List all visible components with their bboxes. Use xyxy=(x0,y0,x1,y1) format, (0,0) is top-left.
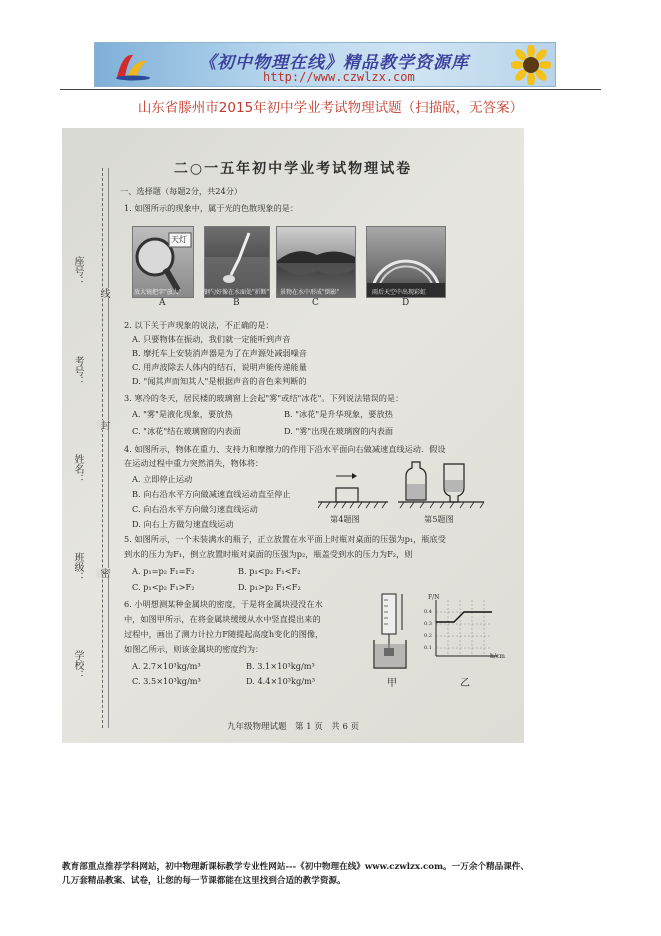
exam-number-label: 考号： xyxy=(72,356,83,386)
q1-letter-d: D xyxy=(402,298,410,308)
graph-ytick-0: 0.4 xyxy=(424,609,432,615)
q4-option-b: B. 向右沿水平方向做减速直线运动直至停止 xyxy=(132,489,291,499)
exam-title: 二○一五年初中学业考试物理试卷 xyxy=(173,161,413,177)
question-6-line-3: 过程中，画出了测力计拉力F随提起高度h变化的图像， xyxy=(124,629,324,639)
q4-option-c: C. 向右沿水平方向做匀速直线运动 xyxy=(132,504,258,514)
q5-option-b: B. p₁<p₂ F₁<F₂ xyxy=(238,566,301,576)
sunflower-icon xyxy=(511,45,551,85)
q1-caption-c: 景物在水中形成"倒影" xyxy=(280,289,340,296)
q6-force-height-graph xyxy=(422,596,500,668)
seal-char-seal: 封 xyxy=(98,420,109,430)
question-4-line-1: 4. 如图所示，物体在重力、支持力和摩擦力的作用下沿水平面向右做减速直线运动．假设 xyxy=(124,444,446,454)
q3-option-b: B. "冰花"是升华现象，要放热 xyxy=(284,409,393,419)
q3-option-c: C. "冰花"结在玻璃窗的内表面 xyxy=(132,426,241,436)
q2-option-c: C. 用声波除去人体内的结石，说明声能传递能量 xyxy=(132,362,307,372)
fig-jia-label: 甲 xyxy=(387,678,397,689)
q6-option-c: C. 3.5×10³kg/m³ xyxy=(132,676,201,686)
q2-option-d: D. "闻其声而知其人"是根据声音的音色来判断的 xyxy=(132,376,307,386)
bottom-promo-note xyxy=(62,860,622,888)
graph-ytick-1: 0.3 xyxy=(424,621,432,627)
binding-solid-line xyxy=(108,168,109,728)
q1-letter-c: C xyxy=(312,298,319,308)
site-banner[interactable] xyxy=(94,42,556,87)
q5-option-a: A. p₁=p₂ F₁=F₂ xyxy=(132,566,195,576)
question-3: 3. 寒冷的冬天，居民楼的玻璃窗上会起"雾"或结"冰花"。下列说法错误的是： xyxy=(124,393,404,403)
banner-title: 《初中物理在线》精品教学资源库 xyxy=(199,53,469,73)
seal-char-line: 线 xyxy=(98,288,109,298)
fig4-block-diagram xyxy=(316,468,390,510)
q1-caption-d: 雨后天空中出现彩虹 xyxy=(372,289,427,296)
q3-option-d: D. "雾"出现在玻璃窗的内表面 xyxy=(284,426,394,436)
q2-option-b: B. 摩托车上安装消声器是为了在声源处减弱噪音 xyxy=(132,348,307,358)
page-footer: 九年级物理试题 第 1 页 共 6 页 xyxy=(226,722,360,732)
question-2: 2. 以下关于声现象的说法，不正确的是： xyxy=(124,320,274,330)
question-5-line-2: 到水的压力为F₁，倒立放置时瓶对桌面的压强为p₂，瓶盖受到水的压力为F₂，则 xyxy=(124,549,413,559)
site-logo-icon xyxy=(113,49,153,81)
question-5-line-1: 5. 如图所示，一个未装满水的瓶子，正立放置在水平面上时瓶对桌面的压强为p₁，瓶底受 xyxy=(124,534,446,544)
question-6-line-1: 6. 小明想测某种金属块的密度，于是将金属块浸没在水 xyxy=(124,599,323,609)
graph-ylabel: F/N xyxy=(428,594,440,601)
q6-option-a: A. 2.7×10³kg/m³ xyxy=(132,661,201,671)
q6-option-d: D. 4.4×10³kg/m³ xyxy=(246,676,316,686)
q3-option-a: A. "雾"是液化现象，要放热 xyxy=(132,409,233,419)
seat-number-label: 座号： xyxy=(72,256,83,286)
name-label: 姓名： xyxy=(72,454,83,484)
graph-xlabel: h/cm xyxy=(490,653,505,660)
promo-line-1: 教育部重点推荐学科网站，初中物理新课标教学专业性网站---《初中物理在线》www.czwlzx.com。一万余个精品课件、 xyxy=(62,862,529,872)
question-4-line-2: 在运动过程中重力突然消失，物体将： xyxy=(124,458,264,468)
section-heading: 一、选择题（每题2分，共24分） xyxy=(120,186,243,196)
banner-url-link[interactable]: http://www.czwlzx.com xyxy=(263,70,415,84)
header-rule xyxy=(60,89,601,90)
question-6-line-2: 中，如图甲所示，在将金属块缓缓从水中竖直提出来的 xyxy=(124,614,321,624)
q2-option-a: A. 只要物体在振动，我们就一定能听到声音 xyxy=(132,334,291,344)
q5-option-c: C. p₁<p₂ F₁>F₂ xyxy=(132,582,195,592)
q1-letter-b: B xyxy=(233,298,240,308)
q1-caption-a: 放大镜把字"放大" xyxy=(134,289,182,296)
class-label: 班级： xyxy=(72,552,83,582)
fig4-label: 第4题图 xyxy=(330,514,360,524)
fig-yi-label: 乙 xyxy=(460,678,470,689)
scanned-exam-page xyxy=(62,128,524,743)
binding-dashed-line xyxy=(102,168,103,728)
q5-option-d: D. p₁>p₂ F₁<F₂ xyxy=(238,582,301,592)
fig5-label: 第5题图 xyxy=(424,514,454,524)
q4-option-a: A. 立即停止运动 xyxy=(132,474,193,484)
fig5-bottles-diagram xyxy=(396,454,486,510)
q1-letter-a: A xyxy=(159,298,166,308)
q4-option-d: D. 向右上方做匀速直线运动 xyxy=(132,519,234,529)
graph-ytick-3: 0.1 xyxy=(424,645,432,651)
question-1: 1. 如图所示的现象中，属于光的色散现象的是： xyxy=(124,203,299,213)
q1-caption-b: 钢勺好像在水面处"折断"了 xyxy=(204,289,276,296)
promo-line-2: 几万套精品教案、试卷，让您的每一节课都能在这里找到合适的教学资源。 xyxy=(62,876,346,886)
document-title: 山东省滕州市2015年初中学业考试物理试题（扫描版，无答案） xyxy=(137,100,524,116)
seal-char-secret: 密 xyxy=(98,568,109,578)
q6-option-b: B. 3.1×10³kg/m³ xyxy=(246,661,315,671)
q6-spring-scale-diagram xyxy=(368,590,416,672)
q1-photo-a-sign: 天灯 xyxy=(171,235,187,244)
school-label: 学校： xyxy=(72,650,83,680)
question-6-line-4: 如图乙所示，则该金属块的密度约为： xyxy=(124,644,264,654)
graph-ytick-2: 0.2 xyxy=(424,633,432,639)
